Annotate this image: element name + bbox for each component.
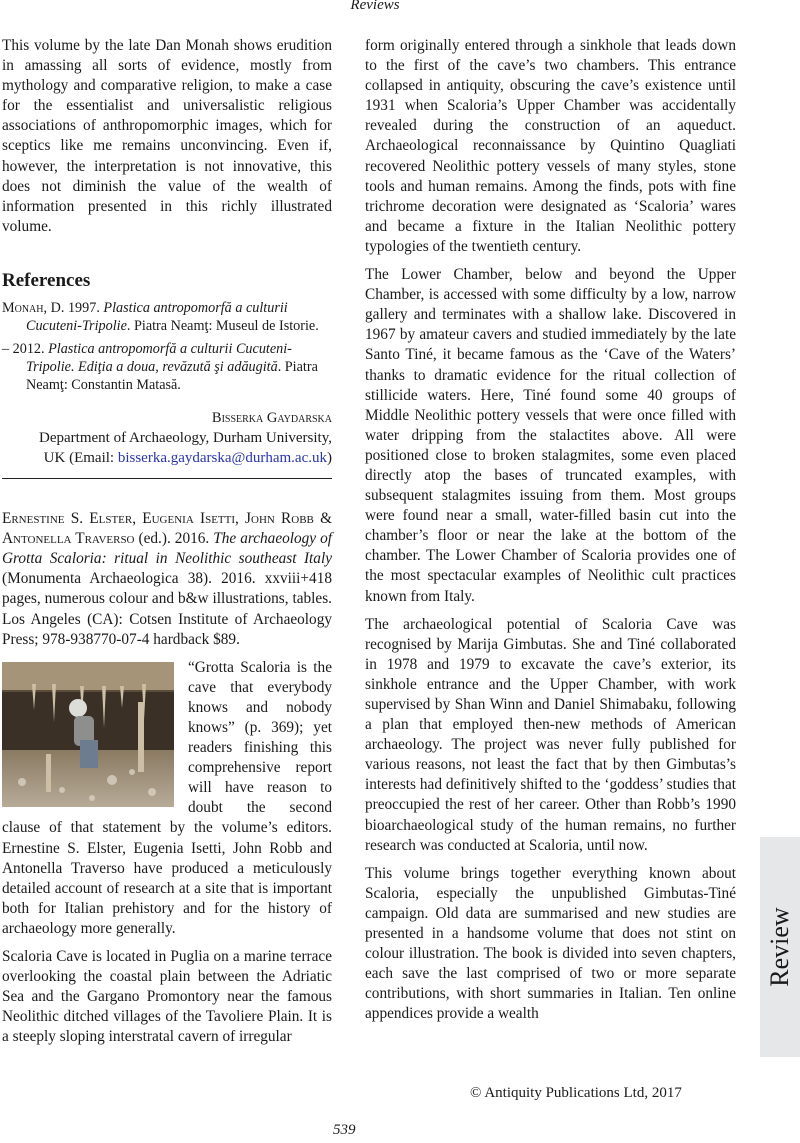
reviewer-affiliation: Department of Archaeology, Durham University, xyxy=(39,430,332,447)
reference-item xyxy=(2,340,332,394)
book-editors-suffix: (ed.). 2016. xyxy=(134,530,214,548)
cave-photo xyxy=(2,662,174,807)
reference-title: Plastica antropomorfă a culturii Cucuteni-Tripolie xyxy=(26,300,288,335)
book-entry xyxy=(2,509,332,650)
reference-year: , D. 1997. xyxy=(43,300,104,317)
right-column xyxy=(365,36,736,1033)
reviewer-contact xyxy=(2,448,332,468)
reference-title: Plastica antropomorfă a culturii Cucuteni-Tripolie. Ediţia a doua, revăzută şi adăugită xyxy=(26,341,292,376)
email-suffix: ) xyxy=(327,450,332,467)
reference-item xyxy=(2,299,332,335)
email-prefix: UK (Email: xyxy=(43,450,118,467)
reviewer-email-link[interactable]: bisserka.gaydarska@durham.ac.uk xyxy=(117,450,327,467)
cave-history-paragraph: form originally entered through a sinkhole that leads down to the first of the cave’s two chambers. This entrance collapsed in antiquity, obscuring the cave’s existence until 1931 when Scaloria’s Upper Chamber was accidentally revealed during the construction of an aqueduct. Archaeological reconnaissance by Quintino Quagliati recovered Neolithic pottery vessels of many styles, stone tools and human remains. Among the finds, pots with fine trichrome decoration were designated as ‘Scaloria’ wares and became a fixture in the Italian Neolithic pottery typologies of the twentieth century. xyxy=(365,37,736,255)
section-divider xyxy=(2,478,332,479)
section-side-tab xyxy=(760,837,800,1057)
references-heading: References xyxy=(2,269,91,291)
volume-overview-paragraph: This volume brings together everything known about Scaloria, especially the unpublished Gimbutas-Tiné campaign. Old data are summarised and new studies are presented in a handsome volume that does not stint on colour illustration. The book is divided into seven chapters, each save the last comprised of two or more separate contributions, with short summaries in Italian. Ten online appendices provide a wealth xyxy=(365,864,736,1023)
reviewer-name: Bisserka Gaydarska xyxy=(211,410,332,427)
quote-paragraph: “Grotta Scaloria is the cave that everybody knows and nobody knows” (p. 369); yet readers finishing this comprehensive report will have reason to doubt the second clause of that statement by the volume’s editors. Ernestine S. Elster, Eugenia Isetti, John Robb and Antonella Traverso have produced a meticulously detailed account of research at a site that is important both for Italian prehistory and for the history of archaeology more generally. xyxy=(2,658,332,937)
copyright-notice: © Antiquity Publications Ltd, 2017 xyxy=(470,1085,682,1101)
lower-chamber-paragraph: The Lower Chamber, below and beyond the Upper Chamber, is accessed with some difficulty by a low, narrow gallery and terminates with a shallow lake. Discovered in 1967 by amateur cavers and studied immediately by the late Santo Tiné, it became famous as the ‘Cave of the Waters’ thanks to dramatic evidence for the ritual collection of stillicide waters. Here, Tiné found some 40 groups of Middle Neolithic pottery vessels that were once filled with water dripping from the stalactites above. All were positioned close to broken stalagmites, some even placed directly atop the bases of truncated examples, with subsequent stalagmites issuing from them. Most groups were found near a small, water-filled basin cut into the chamber’s floor or near the lake at the bottom of the chamber. The Lower Chamber of Scaloria provides one of the most spectacular examples of Neolithic cult practices known from Italy. xyxy=(365,266,736,605)
book-details: (Monumenta Archaeologica 38). 2016. xxviii+418 pages, numerous colour and b&w illustrations, tables. Los Angeles (CA): Cotsen Institute of Archaeology Press; 978-938770-07-4 hardback $89. xyxy=(2,570,332,648)
page-number: 539 xyxy=(333,1122,356,1138)
cave-photo-image xyxy=(2,662,174,807)
side-tab-label: Review xyxy=(765,907,794,987)
book-editors: Ernestine S. Elster, Eugenia Isetti, John Robb & Antonella Traverso xyxy=(2,510,332,548)
reference-year: – 2012. xyxy=(2,341,49,358)
book-title: The archaeology of Grotta Scaloria: ritual in Neolithic southeast Italy xyxy=(2,530,333,568)
reference-publisher: . Piatra Neamţ: Constantin Matasă. xyxy=(26,359,318,394)
location-paragraph: Scaloria Cave is located in Puglia on a marine terrace overlooking the coastal plain between the Adriatic Sea and the Gargano Promontory near the famous Neolithic ditched villages of the Tavoliere Plain. It is a steeply sloping interstratal cavern of irregular xyxy=(2,948,332,1046)
reviewer-signature xyxy=(2,408,332,468)
reference-author: Monah xyxy=(2,300,44,317)
reference-publisher: . Piatra Neamţ: Museul de Istorie. xyxy=(126,318,319,335)
gimbutas-paragraph: The archaeological potential of Scaloria Cave was recognised by Marija Gimbutas. She and Tiné collaborated in 1978 and 1979 to excavate the cave’s exterior, its sinkhole entrance and the Upper Chamber, with work supervised by Shan Winn and Daniel Shimabaku, following a plan that employed then-new methods of American archaeology. The project was never fully published for various reasons, not least the fact that by then Gimbutas’s interests had definitively shifted to the ‘goddess’ studies that preoccupied the rest of her career. Other than Robb’s 1990 bioarchaeological study of the human remains, no further research was conducted at Scaloria, until now. xyxy=(365,615,736,854)
left-column xyxy=(2,36,332,1055)
running-head: Reviews xyxy=(350,0,400,13)
intro-paragraph: This volume by the late Dan Monah shows erudition in amassing all sorts of evidence, mostly from mythology and comparative religion, to make a case for the essentialist and universalistic religious associations of anthropomorphic images, which for sceptics like me remains unconvincing. Even if, however, the interpretation is not innovative, this does not diminish the value of the wealth of information presented in this richly illustrated volume. xyxy=(2,37,332,235)
